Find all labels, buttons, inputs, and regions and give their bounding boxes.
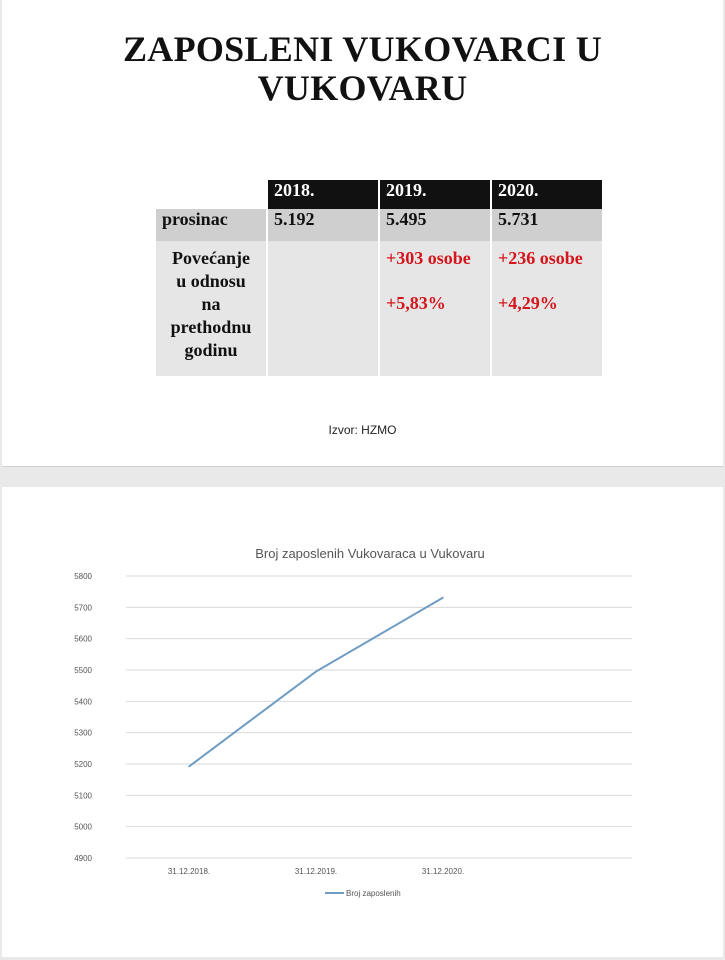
- cell-povecanje-2019: [379, 241, 491, 376]
- y-tick-label: 5500: [74, 666, 92, 675]
- header-2018: 2018.: [267, 180, 379, 209]
- table-header-row: [156, 180, 602, 209]
- increase-persons: +236 osobe: [498, 248, 583, 268]
- y-tick-label: 4900: [74, 854, 92, 863]
- increase-persons: +303 osobe: [386, 248, 471, 268]
- header-2020: 2020.: [491, 180, 602, 209]
- title-line-2: VUKOVARU: [257, 68, 468, 108]
- y-tick-label: 5300: [74, 728, 92, 738]
- y-tick-label: 5100: [74, 791, 92, 801]
- series-line: [189, 598, 443, 767]
- employment-table: [156, 180, 602, 376]
- x-tick-label: 31.12.2018.: [167, 867, 211, 876]
- cell-povecanje-2020: [491, 241, 602, 376]
- chart-title: Broj zaposlenih Vukovaraca u Vukovaru: [255, 546, 485, 561]
- x-tick-label: 31.12.2020.: [421, 867, 465, 876]
- row-label-prosinac: prosinac: [156, 209, 267, 241]
- y-tick-label: 5000: [74, 822, 92, 832]
- label-line: u odnosu: [176, 271, 246, 291]
- header-2019: 2019.: [379, 180, 491, 209]
- y-tick-label: 5200: [74, 760, 92, 769]
- line-chart: [2, 487, 723, 957]
- title-line-1: ZAPOSLENI VUKOVARCI U: [122, 29, 603, 69]
- y-tick-label: 5600: [74, 634, 92, 644]
- label-line: na: [201, 294, 221, 314]
- cell-povecanje-2018: [267, 241, 379, 376]
- slide-chart: [2, 487, 723, 957]
- label-line: Povećanje: [172, 248, 250, 268]
- increase-percent: +5,83%: [386, 293, 446, 313]
- source-note: Izvor: HZMO: [328, 423, 397, 437]
- data-point: [442, 597, 444, 599]
- increase-percent: +4,29%: [498, 293, 558, 313]
- table-row-prosinac: [156, 209, 602, 241]
- data-point: [188, 766, 190, 768]
- slide-title: [2, 30, 723, 108]
- slide-table: [2, 0, 723, 467]
- y-tick-label: 5800: [74, 572, 92, 581]
- legend-label: Broj zaposlenih: [346, 889, 401, 898]
- y-tick-label: 5400: [74, 697, 92, 707]
- cell-prosinac-2018: 5.192: [267, 209, 379, 241]
- row-label-povecanje: [156, 241, 267, 376]
- x-tick-label: 31.12.2019.: [294, 867, 338, 876]
- cell-prosinac-2020: 5.731: [491, 209, 602, 241]
- cell-prosinac-2019: 5.495: [379, 209, 491, 241]
- label-line: godinu: [184, 340, 238, 360]
- header-empty-cell: [156, 180, 267, 209]
- data-point: [315, 671, 317, 673]
- table-row-povecanje: [156, 241, 602, 376]
- y-tick-label: 5700: [74, 603, 92, 613]
- label-line: prethodnu: [170, 317, 252, 337]
